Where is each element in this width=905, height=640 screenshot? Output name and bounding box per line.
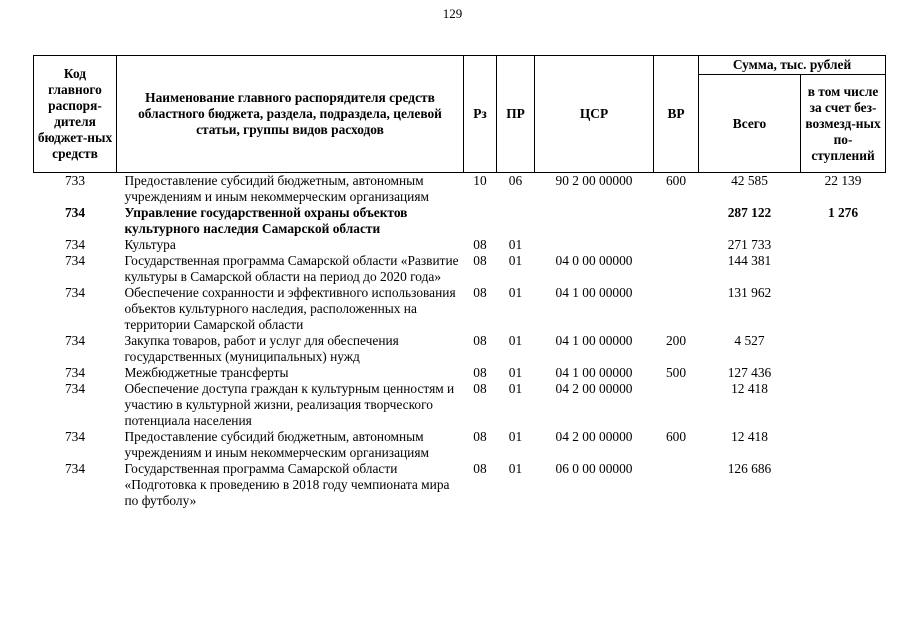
cell-pr: 01 (508, 237, 523, 252)
cell-name: Обеспечение сохранности и эффективного использования объектов культурного наследия, расположенных на территории Самарской области (124, 285, 456, 332)
page-number: 129 (442, 6, 463, 21)
cell-total: 144 381 (727, 253, 772, 268)
cell-total: 4 527 (734, 333, 765, 348)
cell-rz: 08 (473, 365, 487, 380)
cell-name: Управление государственной охраны объектов культурного наследия Самарской области (124, 205, 408, 236)
header-total: Всего (699, 75, 801, 173)
cell-incl (801, 253, 886, 285)
cell-pr: 01 (508, 381, 523, 396)
cell-name: Государственная программа Самарской области «Развитие культуры в Самарской области на период до 2020 года» (124, 253, 459, 284)
cell-rz: 10 (473, 173, 487, 188)
cell-code: 734 (64, 429, 86, 444)
cell-total: 127 436 (727, 365, 772, 380)
table-row (34, 429, 886, 461)
cell-pr: 01 (508, 253, 523, 268)
table-row (34, 253, 886, 285)
cell-vr: 200 (665, 333, 687, 348)
cell-rz (464, 205, 497, 237)
table-header (34, 56, 886, 173)
cell-incl (801, 285, 886, 333)
cell-pr: 01 (508, 365, 523, 380)
cell-vr: 600 (665, 429, 687, 444)
cell-incl (801, 333, 886, 365)
cell-total: 131 962 (727, 285, 772, 300)
cell-vr (654, 205, 699, 237)
cell-rz: 08 (473, 253, 487, 268)
cell-pr: 01 (508, 461, 523, 476)
cell-csr: 04 2 00 00000 (555, 381, 633, 396)
cell-incl (801, 461, 886, 509)
cell-vr (654, 237, 699, 253)
cell-vr (654, 461, 699, 509)
cell-rz: 08 (473, 429, 487, 444)
cell-code: 733 (64, 173, 86, 188)
cell-code: 734 (64, 285, 86, 300)
cell-name: Культура (124, 237, 176, 252)
cell-csr: 04 0 00 00000 (555, 253, 633, 268)
cell-code: 734 (64, 461, 86, 476)
cell-csr: 04 1 00 00000 (555, 333, 633, 348)
table-row (34, 237, 886, 253)
cell-incl: 1 276 (827, 205, 859, 220)
cell-code: 734 (64, 205, 86, 220)
cell-incl (801, 429, 886, 461)
cell-vr (654, 253, 699, 285)
header-incl: в том числе за счет без-возмезд-ных по-ступлений (801, 75, 886, 173)
header-code: Код главного распоря-дителя бюджет-ных средств (34, 56, 117, 173)
cell-csr (535, 205, 654, 237)
cell-csr: 04 1 00 00000 (555, 365, 633, 380)
cell-vr (654, 285, 699, 333)
cell-name: Межбюджетные трансферты (124, 365, 289, 380)
cell-vr: 600 (665, 173, 687, 188)
header-pr: ПР (497, 56, 535, 173)
cell-incl (801, 237, 886, 253)
cell-csr: 90 2 00 00000 (555, 173, 633, 188)
cell-name: Государственная программа Самарской области «Подготовка к проведению в 2018 году чемпионата мира по футболу» (124, 461, 450, 508)
header-sum-group: Сумма, тыс. рублей (699, 56, 886, 75)
cell-total: 12 418 (731, 381, 768, 396)
cell-pr: 01 (508, 285, 523, 300)
cell-csr: 04 2 00 00000 (555, 429, 633, 444)
header-name: Наименование главного распорядителя средств областного бюджета, раздела, подраздела, целевой статьи, группы видов расходов (117, 56, 464, 173)
header-vr: ВР (654, 56, 699, 173)
header-rz: Рз (464, 56, 497, 173)
cell-vr (654, 381, 699, 429)
table-row (34, 365, 886, 381)
cell-name: Обеспечение доступа граждан к культурным ценностям и участию в культурной жизни, реализация творческого потенциала населения (124, 381, 455, 428)
cell-code: 734 (64, 237, 86, 252)
table-row (34, 285, 886, 333)
cell-incl: 22 139 (824, 173, 862, 188)
cell-name: Предоставление субсидий бюджетным, автономным учреждениям и иным некоммерческим организациям (124, 173, 429, 204)
cell-code: 734 (64, 333, 86, 348)
cell-csr (535, 237, 654, 253)
cell-code: 734 (64, 365, 86, 380)
cell-name: Предоставление субсидий бюджетным, автономным учреждениям и иным некоммерческим организациям (124, 429, 429, 460)
cell-total: 42 585 (731, 173, 768, 188)
cell-total: 287 122 (727, 205, 772, 220)
cell-rz: 08 (473, 285, 487, 300)
table-row (34, 205, 886, 237)
cell-pr: 06 (508, 173, 523, 188)
table-body (34, 173, 886, 510)
cell-incl (801, 365, 886, 381)
table-row (34, 381, 886, 429)
budget-table (33, 55, 886, 509)
cell-csr: 04 1 00 00000 (555, 285, 633, 300)
cell-pr: 01 (508, 429, 523, 444)
table-row (34, 333, 886, 365)
cell-vr: 500 (665, 365, 687, 380)
cell-total: 271 733 (727, 237, 772, 252)
cell-pr (497, 205, 535, 237)
cell-total: 126 686 (727, 461, 772, 476)
cell-code: 734 (64, 253, 86, 268)
table-row (34, 173, 886, 206)
cell-rz: 08 (473, 461, 487, 476)
cell-total: 12 418 (731, 429, 768, 444)
cell-rz: 08 (473, 333, 487, 348)
header-csr: ЦСР (535, 56, 654, 173)
cell-rz: 08 (473, 381, 487, 396)
cell-name: Закупка товаров, работ и услуг для обеспечения государственных (муниципальных) нужд (124, 333, 399, 364)
table-row (34, 461, 886, 509)
cell-code: 734 (64, 381, 86, 396)
cell-csr: 06 0 00 00000 (555, 461, 633, 476)
cell-pr: 01 (508, 333, 523, 348)
cell-rz: 08 (473, 237, 487, 252)
cell-incl (801, 381, 886, 429)
